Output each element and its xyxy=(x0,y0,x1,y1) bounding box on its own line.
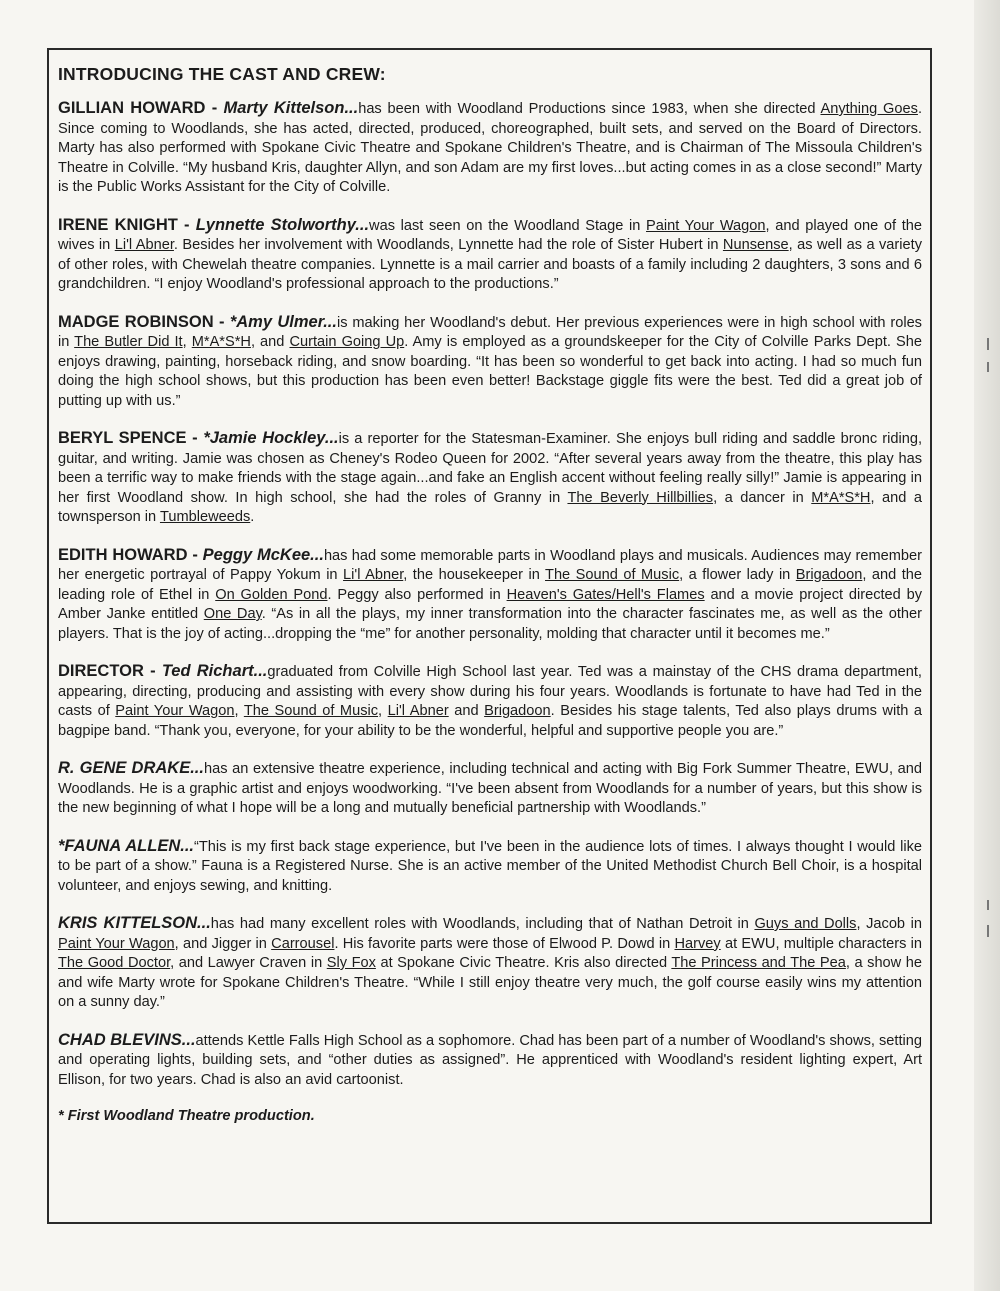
bio-text: . Peggy also performed in xyxy=(327,586,507,603)
bio-text: , and the leading role of Ethel in xyxy=(58,567,923,603)
bio-text: attends Kettle Falls High School as a sophomore. Chad has been part of a number of Woodland's shows, setting and operating lights, building sets, and “other duties as assigned”. He apprenticed with Woodland's resident lighting expert, Art Ellison, for two years. Chad is also an avid cartoonist. xyxy=(58,1032,922,1088)
show-title: M*A*S*H xyxy=(811,489,871,506)
bio-text: has had many excellent roles with Woodlands, including that of Nathan Detroit in xyxy=(210,916,755,932)
bio-entry xyxy=(58,662,922,741)
actor-name: DIRECTOR - xyxy=(58,662,162,680)
bio-text: . Besides his stage talents, Ted also plays drums with a bagpipe band. “Thank you, everyone, for your ability to be the wonderful, helpful and supportive people you are.” xyxy=(58,703,922,739)
show-title: Carrousel xyxy=(271,935,335,952)
bio-text: was last seen on the Woodland Stage in xyxy=(369,217,647,234)
bio-entry xyxy=(58,759,922,819)
show-title: On Golden Pond xyxy=(215,586,328,603)
actor-name: IRENE KNIGHT - xyxy=(58,215,196,234)
role-name: *Jamie Hockley... xyxy=(203,429,339,447)
cast-crew-box xyxy=(47,48,932,1224)
bio-text: , and played one of the wives in xyxy=(58,217,923,253)
bio-text: . Besides her involvement with Woodlands, Lynnette had the role of Sister Hubert in xyxy=(173,237,723,253)
bio-text: . xyxy=(250,509,255,525)
bio-entry xyxy=(58,1031,922,1091)
show-title: Curtain Going Up xyxy=(289,334,405,350)
bio-text: . His favorite parts were those of Elwood P. Dowd in xyxy=(334,935,675,952)
show-title: Paint Your Wagon xyxy=(115,703,235,719)
show-title: The Princess and The Pea xyxy=(671,955,846,971)
bio-entry xyxy=(58,429,922,528)
show-title: Li'l Abner xyxy=(387,703,449,719)
bio-text: “This is my first back stage experience, but I've been in the audience lots of times. I always thought I would like to be part of a show.” Fauna is a Registered Nurse. She is an active member of the United Methodist Church Bell Choir, is a hospital volunteer, and enjoys sewing, and knitting. xyxy=(58,838,922,894)
footnote: * First Woodland Theatre production. xyxy=(58,1108,315,1124)
show-title: One Day xyxy=(203,606,262,622)
show-title: Paint Your Wagon xyxy=(58,935,175,952)
bio-text: , and Jigger in xyxy=(174,935,272,952)
show-title: Anything Goes xyxy=(820,101,918,117)
show-title: Brigadoon xyxy=(484,703,551,719)
bio-list xyxy=(58,99,922,1090)
show-title: Li'l Abner xyxy=(114,237,174,253)
role-name: Lynnette Stolworthy... xyxy=(195,215,370,234)
bio-text: . “As in all the plays, my inner transformation into the character fascinates me, as well as the other players. That is the joy of acting...dropping the “me” for another personality, molding that character until it becomes me.” xyxy=(58,606,923,642)
show-title: Heaven's Gates/Hell's Flames xyxy=(506,586,705,603)
bio-text: . Since coming to Woodlands, she has acted, directed, produced, choreographed, built sets, and served on the Board of Directors. Marty has also performed with Spokane Civic Theatre and Spokane Children's Theatre, and is Chairman of The Missoula Children's Theatre in Colville. “My husband Kris, daughter Allyn, and son Adam are my first loves...but acting comes in as a close second!” Marty is the Public Works Assistant for the City of Colville. xyxy=(58,101,922,195)
bio-entry xyxy=(58,914,922,1013)
bio-text: , xyxy=(378,703,388,719)
bio-text: , xyxy=(234,703,244,719)
show-title: Tumbleweeds xyxy=(159,509,251,525)
role-name: KRIS KITTELSON... xyxy=(58,914,211,932)
bio-text: . Amy is employed as a groundskeeper for the City of Colville Parks Dept. She enjoys drawing, painting, horseback riding, and snow boarding. “It has been so wonderful to get back into acting. I had so much fun doing the high school shows, but this production has been even better! Backstage giggle fits were the best. Ted did a great job of putting up with us.” xyxy=(58,334,922,409)
bio-text: , a flower lady in xyxy=(679,567,796,583)
bio-text: has been with Woodland Productions since 1983, when she directed xyxy=(358,101,821,117)
role-name: *FAUNA ALLEN... xyxy=(58,836,195,855)
page-edge xyxy=(974,0,1000,1291)
binding-mark xyxy=(987,900,989,910)
show-title: The Sound of Music xyxy=(243,703,379,719)
bio-text: , as well as a variety of other roles, with Chewelah theatre companies. Lynnette is a mail carrier and boasts of a family including 2 daughters, 3 sons and 6 grandchildren. “I enjoy Woodland's professional approach to the productions.” xyxy=(58,237,922,292)
actor-name: GILLIAN HOWARD - xyxy=(58,99,224,117)
bio-entry xyxy=(58,313,922,412)
show-title: M*A*S*H xyxy=(191,334,251,350)
show-title: Brigadoon xyxy=(795,567,863,583)
show-title: Li'l Abner xyxy=(343,567,404,583)
bio-text: , a dancer in xyxy=(713,489,812,506)
bio-entry xyxy=(58,216,922,295)
bio-text: , Jacob in xyxy=(856,916,922,932)
show-title: The Sound of Music xyxy=(545,567,680,583)
bio-text: is making her Woodland's debut. Her previous experiences were in high school with roles in xyxy=(58,314,922,350)
show-title: Nunsense xyxy=(722,237,789,253)
bio-text: , and Lawyer Craven in xyxy=(170,955,327,971)
bio-text: , a show he and wife Marty wrote for Spokane Children's Theatre. “While I still enjoy theatre very much, the golf course easily wins my attention on a sunny day.” xyxy=(58,955,922,1010)
show-title: Paint Your Wagon xyxy=(646,217,766,234)
show-title: The Butler Did It xyxy=(74,334,183,350)
show-title: Sly Fox xyxy=(326,955,376,971)
bio-entry xyxy=(58,99,922,198)
bio-text: has an extensive theatre experience, including technical and acting with Big Fork Summer Theatre, EWU, and Woodlands. He is a graphic artist and enjoys woodworking. “I've been absent from Woodlands for a number of years, but this show is the new beginning of what I hope will be a long and mutually beneficial partnership with Woodlands.” xyxy=(58,761,922,816)
bio-text: graduated from Colville High School last year. Ted was a mainstay of the CHS drama department, appearing, directing, producing and assisting with every show during his four years. Woodlands is fortunate to have had Ted in the casts of xyxy=(58,664,922,719)
binding-mark xyxy=(987,925,989,937)
bio-text: has had some memorable parts in Woodland plays and musicals. Audiences may remember her energetic portrayal of Pappy Yokum in xyxy=(58,547,922,583)
bio-entry xyxy=(58,546,922,645)
bio-text: is a reporter for the Statesman-Examiner. She enjoys bull riding and saddle bronc riding, guitar, and writing. Jamie was chosen as Cheney's Rodeo Queen for 2002. “After several years away from the theatre, this play has been a terrific way to make friends with the stage again...and fake an English accent without feeling really silly!” Jamie is appearing in her first Woodland show. In high school, she had the roles of Granny in xyxy=(58,431,922,506)
show-title: Harvey xyxy=(674,935,721,952)
role-name: R. GENE DRAKE... xyxy=(58,759,204,777)
bio-text: and a movie project directed by Amber Janke entitled xyxy=(58,586,923,622)
show-title: The Beverly Hillbillies xyxy=(567,489,714,506)
binding-mark xyxy=(987,338,989,350)
binding-mark xyxy=(987,362,989,372)
bio-text: at EWU, multiple characters in xyxy=(720,935,923,952)
actor-name: BERYL SPENCE - xyxy=(58,429,204,447)
bio-text: , xyxy=(182,334,192,350)
role-name: Ted Richart... xyxy=(161,662,268,680)
show-title: Guys and Dolls xyxy=(754,916,857,932)
role-name: Peggy McKee... xyxy=(202,545,324,564)
show-title: The Good Doctor xyxy=(58,955,171,971)
page-title: INTRODUCING THE CAST AND CREW: xyxy=(58,64,386,84)
bio-text: , and xyxy=(250,334,290,350)
role-name: *Amy Ulmer... xyxy=(229,312,337,331)
bio-text: , and a townsperson in xyxy=(58,489,923,525)
actor-name: EDITH HOWARD - xyxy=(58,545,203,564)
role-name: Marty Kittelson... xyxy=(223,99,359,117)
bio-entry xyxy=(58,837,922,897)
actor-name: MADGE ROBINSON - xyxy=(58,312,230,331)
bio-text: and xyxy=(448,703,485,719)
role-name: CHAD BLEVINS... xyxy=(58,1030,196,1049)
bio-text: , the housekeeper in xyxy=(403,567,546,583)
bio-text: at Spokane Civic Theatre. Kris also directed xyxy=(375,955,672,971)
